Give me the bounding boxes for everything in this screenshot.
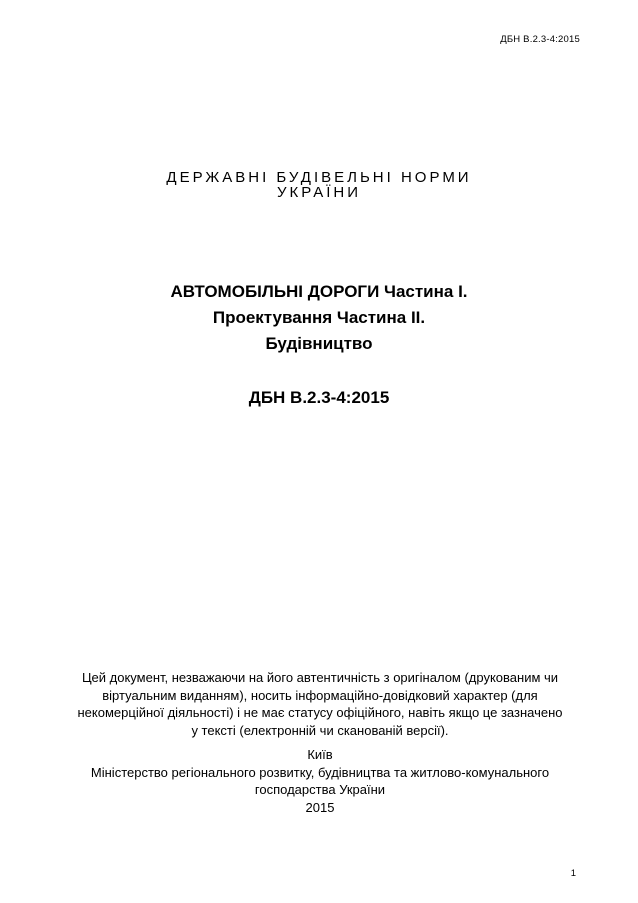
- document-title: [0, 279, 638, 357]
- authority-line-1: ДЕРЖАВНІ БУДІВЕЛЬНІ НОРМИ: [166, 169, 472, 186]
- disclaimer-line-3: некомерційної діяльності) і не має статусу офіційного, навіть якщо це зазначено: [77, 705, 563, 720]
- publisher-block: [40, 746, 600, 816]
- disclaimer-line-4: у тексті (електронній чи сканованій версії).: [191, 722, 449, 738]
- page-number: 1: [570, 868, 576, 879]
- publication-year: 2015: [305, 799, 335, 815]
- running-header-code: ДБН В.2.3-4:2015: [500, 34, 580, 45]
- issuing-authority: [0, 170, 638, 200]
- title-line-2: Проектування Частина ІІ.: [212, 308, 426, 327]
- disclaimer-paragraph: [55, 669, 585, 739]
- title-line-1: АВТОМОБІЛЬНІ ДОРОГИ Частина І.: [170, 282, 468, 301]
- ministry-line-2: господарства України: [254, 782, 386, 797]
- publication-city: Київ: [307, 747, 333, 762]
- disclaimer-line-1: Цей документ, незважаючи на його автентичність з оригіналом (друкованим чи: [81, 670, 559, 685]
- authority-line-2: УКРАЇНИ: [276, 184, 362, 201]
- title-line-3: Будівництво: [265, 334, 373, 353]
- disclaimer-line-2: віртуальним виданням), носить інформаційно-довідковий характер (для: [102, 687, 538, 703]
- ministry-line-1: Міністерство регіонального розвитку, будівництва та житлово-комунального: [90, 764, 550, 780]
- document-code: ДБН В.2.3-4:2015: [248, 388, 390, 407]
